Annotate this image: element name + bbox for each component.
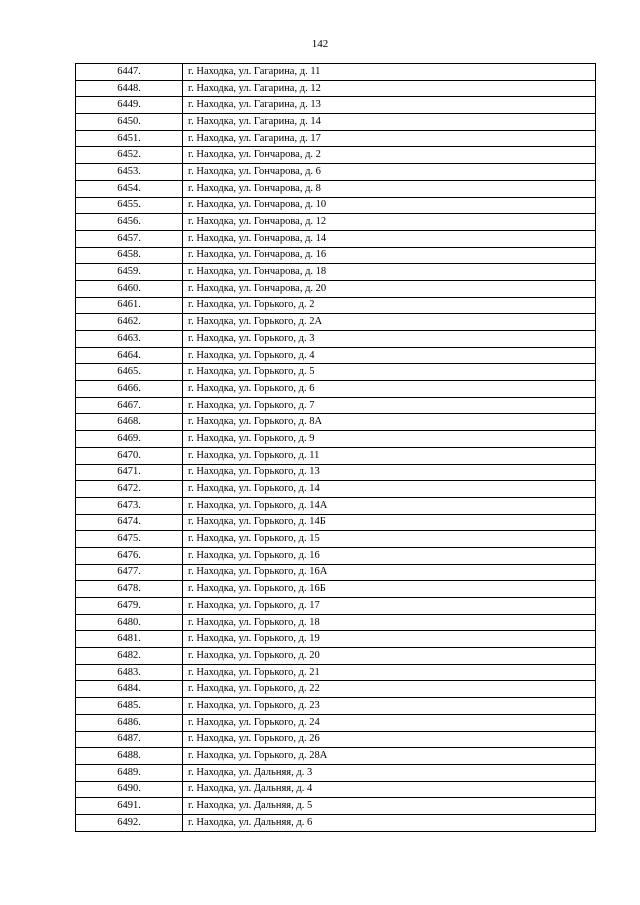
table-row xyxy=(76,230,596,247)
address-cell: г. Находка, ул. Дальняя, д. 3 xyxy=(183,764,596,781)
table-row xyxy=(76,698,596,715)
row-number-cell: 6482. xyxy=(76,648,183,665)
address-cell: г. Находка, ул. Горького, д. 4 xyxy=(183,347,596,364)
table-row xyxy=(76,497,596,514)
address-cell: г. Находка, ул. Горького, д. 2 xyxy=(183,297,596,314)
table-row xyxy=(76,364,596,381)
table-row xyxy=(76,764,596,781)
row-number-cell: 6473. xyxy=(76,497,183,514)
row-number-cell: 6481. xyxy=(76,631,183,648)
address-cell: г. Находка, ул. Горького, д. 16Б xyxy=(183,581,596,598)
page-number: 142 xyxy=(311,38,329,50)
address-cell: г. Находка, ул. Горького, д. 6 xyxy=(183,381,596,398)
address-cell: г. Находка, ул. Гончарова, д. 18 xyxy=(183,264,596,281)
table-row xyxy=(76,447,596,464)
row-number-cell: 6458. xyxy=(76,247,183,264)
table-row xyxy=(76,264,596,281)
row-number-cell: 6452. xyxy=(76,147,183,164)
address-cell: г. Находка, ул. Горького, д. 17 xyxy=(183,598,596,615)
address-cell: г. Находка, ул. Дальняя, д. 6 xyxy=(183,814,596,831)
address-cell: г. Находка, ул. Горького, д. 24 xyxy=(183,714,596,731)
row-number-cell: 6466. xyxy=(76,381,183,398)
row-number-cell: 6488. xyxy=(76,748,183,765)
table-row xyxy=(76,97,596,114)
address-cell: г. Находка, ул. Гагарина, д. 11 xyxy=(183,64,596,81)
address-cell: г. Находка, ул. Горького, д. 19 xyxy=(183,631,596,648)
row-number-cell: 6461. xyxy=(76,297,183,314)
address-cell: г. Находка, ул. Горького, д. 16А xyxy=(183,564,596,581)
table-row xyxy=(76,547,596,564)
table-row xyxy=(76,314,596,331)
address-cell: г. Находка, ул. Гончарова, д. 10 xyxy=(183,197,596,214)
table-row xyxy=(76,197,596,214)
address-cell: г. Находка, ул. Горького, д. 3 xyxy=(183,331,596,348)
table-row xyxy=(76,397,596,414)
address-cell: г. Находка, ул. Гончарова, д. 12 xyxy=(183,214,596,231)
row-number-cell: 6489. xyxy=(76,764,183,781)
address-cell: г. Находка, ул. Гончарова, д. 16 xyxy=(183,247,596,264)
row-number-cell: 6469. xyxy=(76,431,183,448)
row-number-cell: 6476. xyxy=(76,547,183,564)
row-number-cell: 6478. xyxy=(76,581,183,598)
row-number-cell: 6485. xyxy=(76,698,183,715)
table-row xyxy=(76,280,596,297)
address-cell: г. Находка, ул. Гончарова, д. 6 xyxy=(183,164,596,181)
table-row xyxy=(76,631,596,648)
table-row xyxy=(76,130,596,147)
row-number-cell: 6483. xyxy=(76,664,183,681)
address-cell: г. Находка, ул. Гагарина, д. 14 xyxy=(183,114,596,131)
table-row xyxy=(76,614,596,631)
row-number-cell: 6492. xyxy=(76,814,183,831)
address-cell: г. Находка, ул. Горького, д. 13 xyxy=(183,464,596,481)
table-row xyxy=(76,114,596,131)
row-number-cell: 6484. xyxy=(76,681,183,698)
address-cell: г. Находка, ул. Гончарова, д. 8 xyxy=(183,180,596,197)
address-cell: г. Находка, ул. Горького, д. 26 xyxy=(183,731,596,748)
table-row xyxy=(76,147,596,164)
row-number-cell: 6463. xyxy=(76,331,183,348)
table-row xyxy=(76,814,596,831)
address-cell: г. Находка, ул. Горького, д. 22 xyxy=(183,681,596,698)
row-number-cell: 6490. xyxy=(76,781,183,798)
row-number-cell: 6450. xyxy=(76,114,183,131)
address-table xyxy=(75,63,596,832)
address-cell: г. Находка, ул. Горького, д. 20 xyxy=(183,648,596,665)
row-number-cell: 6486. xyxy=(76,714,183,731)
table-row xyxy=(76,214,596,231)
table-row xyxy=(76,731,596,748)
table-row xyxy=(76,581,596,598)
address-cell: г. Находка, ул. Горького, д. 14А xyxy=(183,497,596,514)
table-row xyxy=(76,464,596,481)
address-cell: г. Находка, ул. Горького, д. 18 xyxy=(183,614,596,631)
row-number-cell: 6454. xyxy=(76,180,183,197)
row-number-cell: 6487. xyxy=(76,731,183,748)
table-row xyxy=(76,564,596,581)
table-row xyxy=(76,414,596,431)
address-cell: г. Находка, ул. Горького, д. 11 xyxy=(183,447,596,464)
address-cell: г. Находка, ул. Горького, д. 9 xyxy=(183,431,596,448)
table-row xyxy=(76,664,596,681)
table-row xyxy=(76,331,596,348)
address-cell: г. Находка, ул. Гончарова, д. 2 xyxy=(183,147,596,164)
address-cell: г. Находка, ул. Гончарова, д. 20 xyxy=(183,280,596,297)
address-cell: г. Находка, ул. Горького, д. 7 xyxy=(183,397,596,414)
table-row xyxy=(76,347,596,364)
table-row xyxy=(76,648,596,665)
row-number-cell: 6474. xyxy=(76,514,183,531)
table-row xyxy=(76,381,596,398)
address-cell: г. Находка, ул. Горького, д. 21 xyxy=(183,664,596,681)
table-row xyxy=(76,781,596,798)
address-cell: г. Находка, ул. Горького, д. 23 xyxy=(183,698,596,715)
address-cell: г. Находка, ул. Дальняя, д. 5 xyxy=(183,798,596,815)
row-number-cell: 6480. xyxy=(76,614,183,631)
row-number-cell: 6477. xyxy=(76,564,183,581)
table-row xyxy=(76,681,596,698)
row-number-cell: 6453. xyxy=(76,164,183,181)
row-number-cell: 6464. xyxy=(76,347,183,364)
table-row xyxy=(76,798,596,815)
table-row xyxy=(76,748,596,765)
row-number-cell: 6462. xyxy=(76,314,183,331)
address-cell: г. Находка, ул. Гагарина, д. 13 xyxy=(183,97,596,114)
address-table-body xyxy=(76,64,596,832)
row-number-cell: 6467. xyxy=(76,397,183,414)
table-row xyxy=(76,531,596,548)
row-number-cell: 6449. xyxy=(76,97,183,114)
row-number-cell: 6447. xyxy=(76,64,183,81)
row-number-cell: 6448. xyxy=(76,80,183,97)
row-number-cell: 6479. xyxy=(76,598,183,615)
row-number-cell: 6471. xyxy=(76,464,183,481)
address-cell: г. Находка, ул. Горького, д. 5 xyxy=(183,364,596,381)
address-cell: г. Находка, ул. Гончарова, д. 14 xyxy=(183,230,596,247)
row-number-cell: 6470. xyxy=(76,447,183,464)
row-number-cell: 6457. xyxy=(76,230,183,247)
address-cell: г. Находка, ул. Горького, д. 28А xyxy=(183,748,596,765)
table-row xyxy=(76,64,596,81)
table-row xyxy=(76,714,596,731)
row-number-cell: 6456. xyxy=(76,214,183,231)
table-row xyxy=(76,247,596,264)
row-number-cell: 6460. xyxy=(76,280,183,297)
table-row xyxy=(76,481,596,498)
address-cell: г. Находка, ул. Гагарина, д. 12 xyxy=(183,80,596,97)
address-cell: г. Находка, ул. Дальняя, д. 4 xyxy=(183,781,596,798)
table-row xyxy=(76,180,596,197)
row-number-cell: 6465. xyxy=(76,364,183,381)
table-row xyxy=(76,431,596,448)
address-cell: г. Находка, ул. Гагарина, д. 17 xyxy=(183,130,596,147)
table-row xyxy=(76,514,596,531)
row-number-cell: 6451. xyxy=(76,130,183,147)
row-number-cell: 6475. xyxy=(76,531,183,548)
address-cell: г. Находка, ул. Горького, д. 8А xyxy=(183,414,596,431)
row-number-cell: 6459. xyxy=(76,264,183,281)
address-cell: г. Находка, ул. Горького, д. 14 xyxy=(183,481,596,498)
table-row xyxy=(76,297,596,314)
table-row xyxy=(76,80,596,97)
row-number-cell: 6468. xyxy=(76,414,183,431)
address-cell: г. Находка, ул. Горького, д. 2А xyxy=(183,314,596,331)
row-number-cell: 6472. xyxy=(76,481,183,498)
row-number-cell: 6455. xyxy=(76,197,183,214)
table-row xyxy=(76,164,596,181)
table-row xyxy=(76,598,596,615)
address-cell: г. Находка, ул. Горького, д. 16 xyxy=(183,547,596,564)
address-cell: г. Находка, ул. Горького, д. 15 xyxy=(183,531,596,548)
row-number-cell: 6491. xyxy=(76,798,183,815)
address-cell: г. Находка, ул. Горького, д. 14Б xyxy=(183,514,596,531)
